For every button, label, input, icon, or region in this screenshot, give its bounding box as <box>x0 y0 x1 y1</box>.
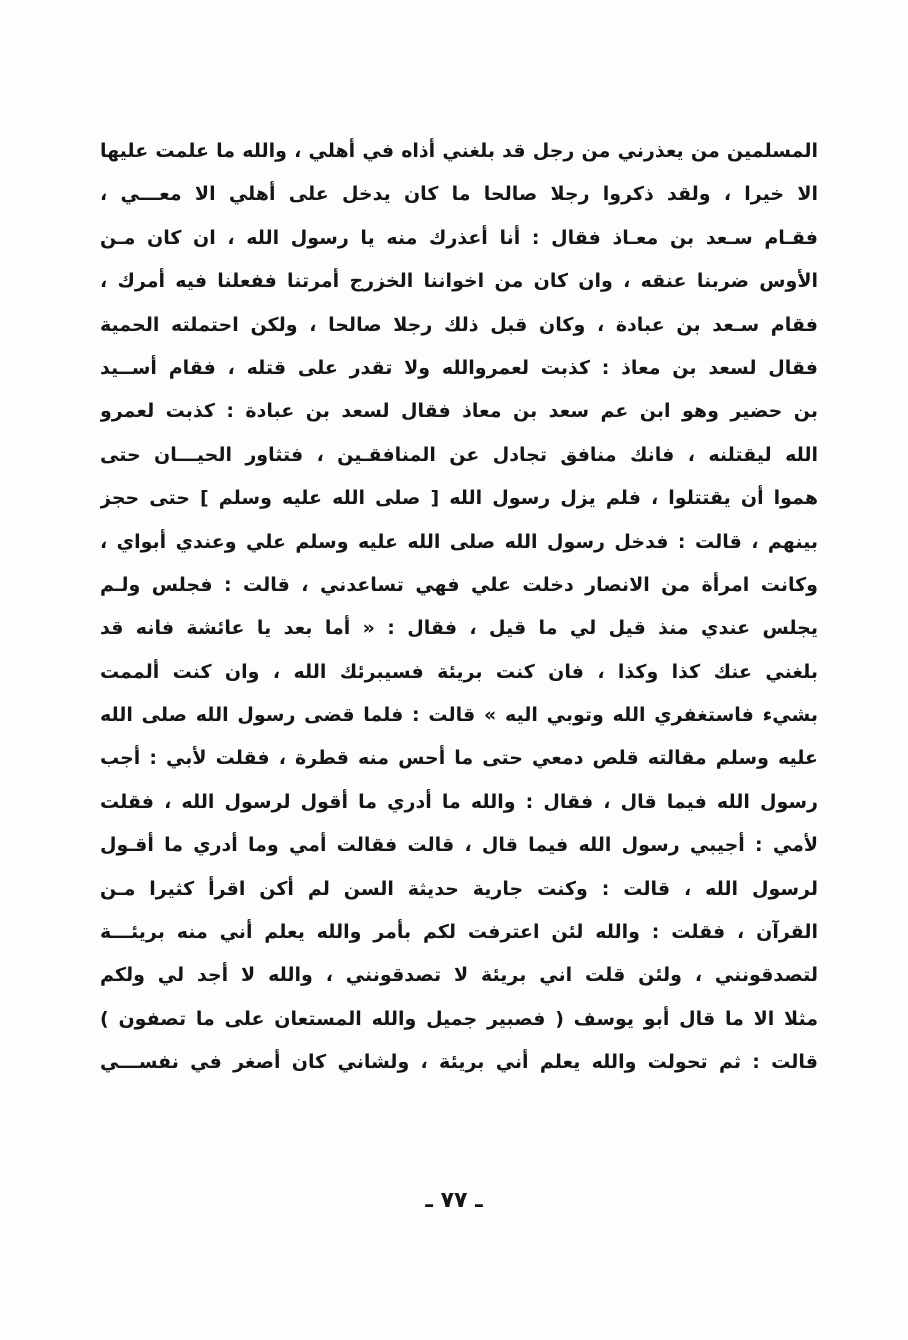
page-number: ـ ٧٧ ـ <box>425 1188 483 1213</box>
text-line: وكانت امرأة من الانصار دخلت علي فهي تساعدني ، قالت : فجلس ولـم <box>100 573 818 596</box>
text-line: عليه وسلم مقالته قلص دمعي حتى ما أحس منه قطرة ، فقلت لأبي : أجب <box>100 747 818 770</box>
text-line: المسلمين من يعذرني من رجل قد بلغني أذاه في أهلي ، والله ما علمت عليها <box>100 140 818 162</box>
text-line: يجلس عندي منذ قيل لي ما قيل ، فقال : « أما بعد يا عائشة فانه قد <box>100 617 818 640</box>
text-line: لرسول الله ، قالت : وكنت جارية حديثة السن لم أكن اقرأ كثيرا مـن <box>100 877 818 900</box>
text-line: بلغني عنك كذا وكذا ، فان كنت بريئة فسيبرئك الله ، وان كنت ألممت <box>100 660 818 683</box>
text-line: رسول الله فيما قال ، فقال : والله ما أدري ما أقول لرسول الله ، فقلت <box>100 790 818 813</box>
text-line: الا خيرا ، ولقد ذكروا رجلا صالحا ما كان يدخل على أهلي الا معـــي ، <box>100 183 818 206</box>
text-line: بشيء فاستغفري الله وتوبي اليه » قالت : فلما قضى رسول الله صلى الله <box>100 704 818 727</box>
text-line: فقـام سـعد بن معـاذ فقال : أنا أعذرك منه يا رسول الله ، ان كان مـن <box>100 226 818 249</box>
text-line: هموا أن يقتتلوا ، فلم يزل رسول الله [ صلى الله عليه وسلم ] حتى حجز <box>100 487 818 510</box>
text-line: قالت : ثم تحولت والله يعلم أني بريئة ، ولشاني كان أصغر في نفســـي <box>100 1051 818 1074</box>
text-line: لتصدقونني ، ولئن قلت اني بريئة لا تصدقونني ، والله لا أجد لي ولكم <box>100 964 818 987</box>
text-line: فقال لسعد بن معاذ : كذبت لعمروالله ولا تقدر على قتله ، فقام أســيد <box>100 356 818 379</box>
text-line: مثلا الا ما قال أبو يوسف ( فصبير جميل والله المستعان على ما تصفون ) <box>100 1007 818 1030</box>
text-line: لأمي : أجيبي رسول الله فيما قال ، قالت فقالت أمي وما أدري ما أقـول <box>100 834 818 857</box>
text-line: الأوس ضربنا عنقه ، وان كان من اخواننا الخزرج أمرتنا ففعلنا فيه أمرك ، <box>100 270 818 293</box>
text-line: فقام سـعد بن عبادة ، وكان قبل ذلك رجلا صالحا ، ولكن احتملته الحمية <box>100 313 818 336</box>
text-line: بن حضير وهو ابن عم سعد بن معاذ فقال لسعد بن عبادة : كذبت لعمرو <box>100 400 818 423</box>
text-line: القرآن ، فقلت : والله لئن اعترفت لكم بأمر والله يعلم أني منه بريئـــة <box>100 921 818 944</box>
text-line: الله ليقتلنه ، فانك منافق تجادل عن المنافقـين ، فتثاور الحيـــان حتى <box>100 443 818 466</box>
text-line: بينهم ، قالت : فدخل رسول الله صلى الله عليه وسلم علي وعندي أبواي ، <box>100 530 818 553</box>
body-text <box>100 130 818 1085</box>
